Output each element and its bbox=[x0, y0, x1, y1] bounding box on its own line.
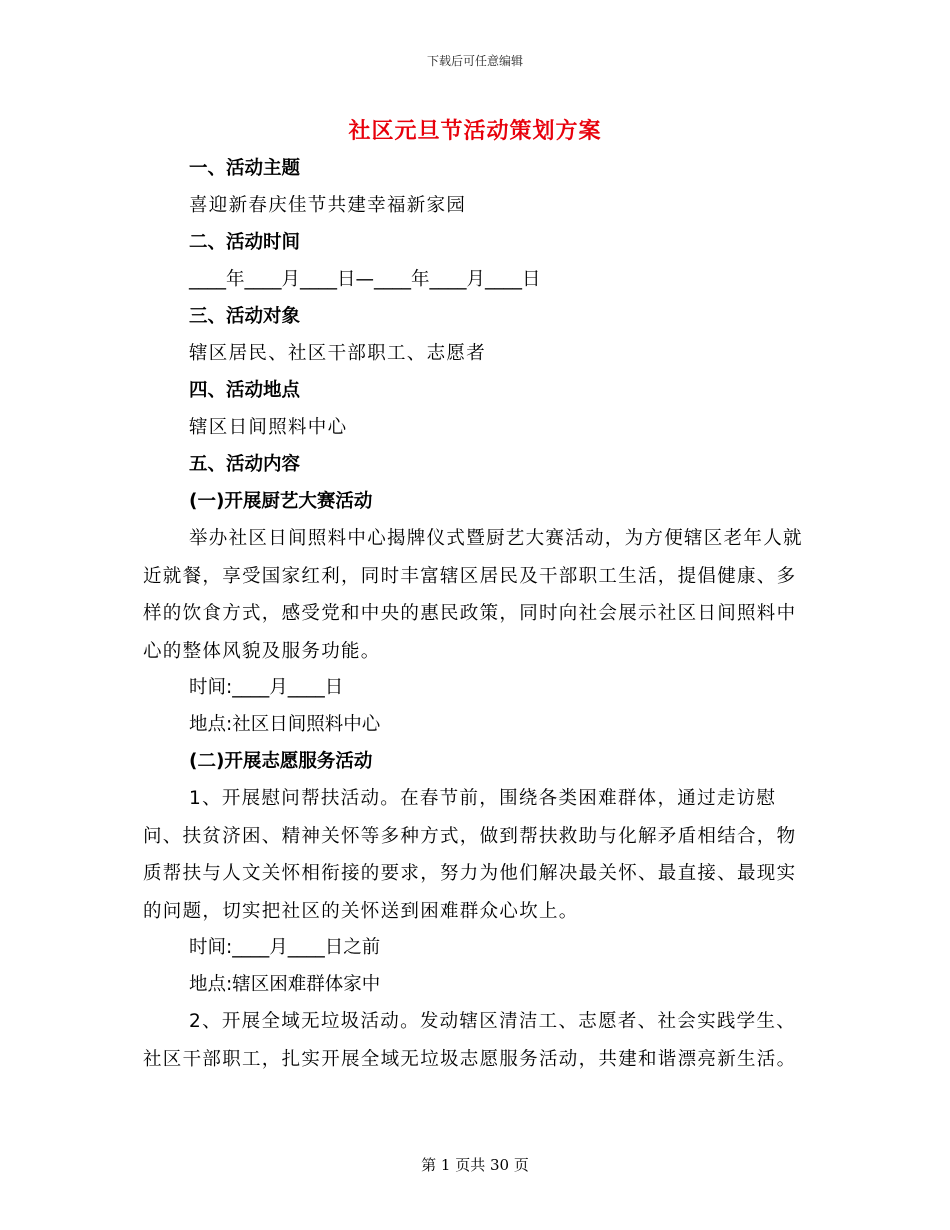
section-content-time: ____年____月____日—____年____月____日 bbox=[189, 269, 541, 290]
paragraph-cooking: 举办社区日间照料中心揭牌仪式暨厨艺大赛活动，为方便辖区老年人就近就餐，享受国家红利，同时丰富辖区居民及干部职工生活，提倡健康、多样的饮食方式，感受党和中央的惠民政策，同时向社会展示社区日间照料中心的整体风貌及服务功能。 bbox=[143, 528, 803, 662]
volunteer-item1-place: 地点:辖区困难群体家中 bbox=[189, 974, 381, 995]
section-content-theme: 喜迎新春庆佳节共建幸福新家园 bbox=[189, 195, 467, 216]
page-footer-pagination: 第 1 页共 30 页 bbox=[421, 1156, 529, 1174]
section-heading-location: 四、活动地点 bbox=[189, 380, 301, 401]
document-title: 社区元旦节活动策划方案 bbox=[348, 119, 602, 144]
section-heading-audience: 三、活动对象 bbox=[189, 306, 301, 327]
section-heading-time: 二、活动时间 bbox=[189, 232, 301, 253]
section-content-location: 辖区日间照料中心 bbox=[189, 417, 348, 438]
section-content-audience: 辖区居民、社区干部职工、志愿者 bbox=[189, 343, 487, 364]
subsection-heading-volunteer: (二)开展志愿服务活动 bbox=[189, 751, 373, 772]
page-header-note: 下载后可任意编辑 bbox=[426, 54, 523, 68]
cooking-time: 时间:____月____日 bbox=[189, 677, 344, 698]
subsection-heading-cooking: (一)开展厨艺大赛活动 bbox=[189, 491, 373, 512]
paragraph-volunteer-item1: 1、开展慰问帮扶活动。在春节前，围绕各类困难群体，通过走访慰问、扶贫济困、精神关怀等多种方式，做到帮扶救助与化解矛盾相结合，物质帮扶与人文关怀相衔接的要求，努力为他们解决最关怀、最直接、最现实的问题，切实把社区的关怀送到困难群众心坎上。 bbox=[143, 788, 797, 922]
paragraph-volunteer-item2: 2、开展全域无垃圾活动。发动辖区清洁工、志愿者、社会实践学生、社区干部职工，扎实开展全域无垃圾志愿服务活动，共建和谐漂亮新生活。 bbox=[143, 1011, 797, 1070]
cooking-place: 地点:社区日间照料中心 bbox=[189, 714, 381, 735]
section-heading-content: 五、活动内容 bbox=[189, 454, 301, 475]
section-heading-theme: 一、活动主题 bbox=[189, 158, 301, 179]
volunteer-item1-time: 时间:____月____日之前 bbox=[189, 937, 381, 958]
